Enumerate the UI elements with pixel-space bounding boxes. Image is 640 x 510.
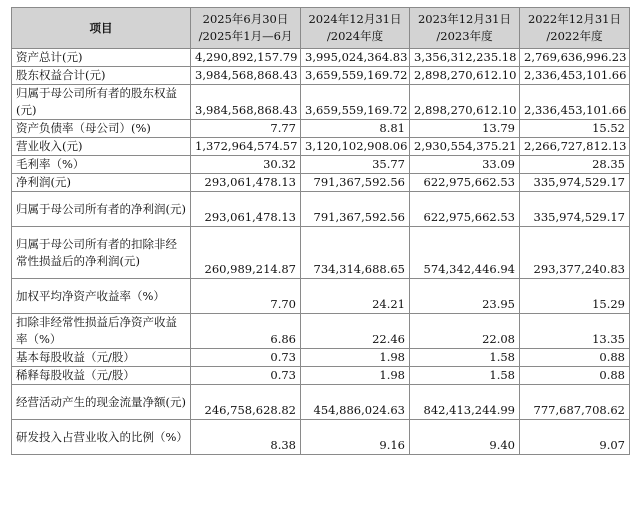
table-header-row [12,8,630,49]
cell-value: 7.77 [191,120,301,138]
financial-table-container [11,7,629,455]
financial-indicators-table [11,7,630,455]
row-label: 归属于母公司所有者的净利润(元) [12,192,191,227]
cell-value: 3,995,024,364.83 [301,49,410,67]
header-line1: 2024年12月31日 [308,12,402,26]
cell-value: 8.81 [301,120,410,138]
table-row [12,192,630,227]
cell-value: 2,336,453,101.66 [520,85,630,120]
cell-value: 3,659,559,169.72 [301,85,410,120]
table-row [12,279,630,314]
header-line1: 2025年6月30日 [202,12,289,26]
cell-value: 3,120,102,908.06 [301,138,410,156]
cell-value: 2,930,554,375.21 [410,138,520,156]
cell-value: 2,898,270,612.10 [410,85,520,120]
header-item: 项目 [12,8,191,49]
header-line2: /2025年1月—6月 [198,29,293,43]
cell-value: 30.32 [191,156,301,174]
cell-value: 293,061,478.13 [191,174,301,192]
cell-value: 335,974,529.17 [520,192,630,227]
cell-value: 293,377,240.83 [520,227,630,279]
cell-value: 1.98 [301,349,410,367]
cell-value: 8.38 [191,420,301,455]
table-row [12,349,630,367]
cell-value: 0.88 [520,367,630,385]
header-col-2024 [301,8,410,49]
cell-value: 15.29 [520,279,630,314]
cell-value: 3,659,559,169.72 [301,67,410,85]
cell-value: 9.07 [520,420,630,455]
table-row [12,67,630,85]
row-label: 净利润(元) [12,174,191,192]
cell-value: 3,356,312,235.18 [410,49,520,67]
header-col-2022 [520,8,630,49]
cell-value: 6.86 [191,314,301,349]
cell-value: 622,975,662.53 [410,174,520,192]
row-label: 归属于母公司所有者的扣除非经常性损益后的净利润(元) [12,227,191,279]
cell-value: 15.52 [520,120,630,138]
row-label: 稀释每股收益（元/股） [12,367,191,385]
cell-value: 335,974,529.17 [520,174,630,192]
cell-value: 2,266,727,812.13 [520,138,630,156]
table-row [12,49,630,67]
cell-value: 2,769,636,996.23 [520,49,630,67]
table-row [12,367,630,385]
row-label: 资产总计(元) [12,49,191,67]
cell-value: 791,367,592.56 [301,174,410,192]
header-line1: 2022年12月31日 [527,12,622,26]
header-line2: /2022年度 [546,29,603,43]
cell-value: 260,989,214.87 [191,227,301,279]
cell-value: 1.58 [410,367,520,385]
row-label: 资产负债率（母公司）(%) [12,120,191,138]
cell-value: 13.35 [520,314,630,349]
table-row [12,85,630,120]
row-label: 归属于母公司所有者的股东权益(元) [12,85,191,120]
table-row [12,138,630,156]
header-line2: /2024年度 [326,29,384,43]
row-label: 扣除非经常性损益后净资产收益率（%） [12,314,191,349]
header-line2: /2023年度 [436,29,493,43]
cell-value: 791,367,592.56 [301,192,410,227]
cell-value: 28.35 [520,156,630,174]
cell-value: 293,061,478.13 [191,192,301,227]
header-line1: 2023年12月31日 [417,12,512,26]
cell-value: 3,984,568,868.43 [191,67,301,85]
cell-value: 454,886,024.63 [301,385,410,420]
cell-value: 22.46 [301,314,410,349]
cell-value: 3,984,568,868.43 [191,85,301,120]
row-label: 毛利率（%） [12,156,191,174]
cell-value: 2,898,270,612.10 [410,67,520,85]
row-label: 加权平均净资产收益率（%） [12,279,191,314]
row-label: 基本每股收益（元/股） [12,349,191,367]
cell-value: 23.95 [410,279,520,314]
row-label: 经营活动产生的现金流量净额(元) [12,385,191,420]
row-label: 股东权益合计(元) [12,67,191,85]
cell-value: 35.77 [301,156,410,174]
cell-value: 734,314,688.65 [301,227,410,279]
cell-value: 9.16 [301,420,410,455]
table-row [12,314,630,349]
table-row [12,156,630,174]
cell-value: 13.79 [410,120,520,138]
cell-value: 1.98 [301,367,410,385]
cell-value: 0.88 [520,349,630,367]
cell-value: 622,975,662.53 [410,192,520,227]
cell-value: 777,687,708.62 [520,385,630,420]
header-col-2025h1 [191,8,301,49]
table-row [12,385,630,420]
cell-value: 0.73 [191,367,301,385]
table-row [12,227,630,279]
cell-value: 2,336,453,101.66 [520,67,630,85]
cell-value: 574,342,446.94 [410,227,520,279]
table-row [12,174,630,192]
cell-value: 24.21 [301,279,410,314]
cell-value: 1,372,964,574.57 [191,138,301,156]
row-label: 研发投入占营业收入的比例（%） [12,420,191,455]
row-label: 营业收入(元) [12,138,191,156]
cell-value: 246,758,628.82 [191,385,301,420]
cell-value: 1.58 [410,349,520,367]
table-row [12,120,630,138]
cell-value: 9.40 [410,420,520,455]
header-col-2023 [410,8,520,49]
cell-value: 0.73 [191,349,301,367]
cell-value: 7.70 [191,279,301,314]
cell-value: 22.08 [410,314,520,349]
cell-value: 33.09 [410,156,520,174]
table-row [12,420,630,455]
cell-value: 842,413,244.99 [410,385,520,420]
cell-value: 4,290,892,157.79 [191,49,301,67]
